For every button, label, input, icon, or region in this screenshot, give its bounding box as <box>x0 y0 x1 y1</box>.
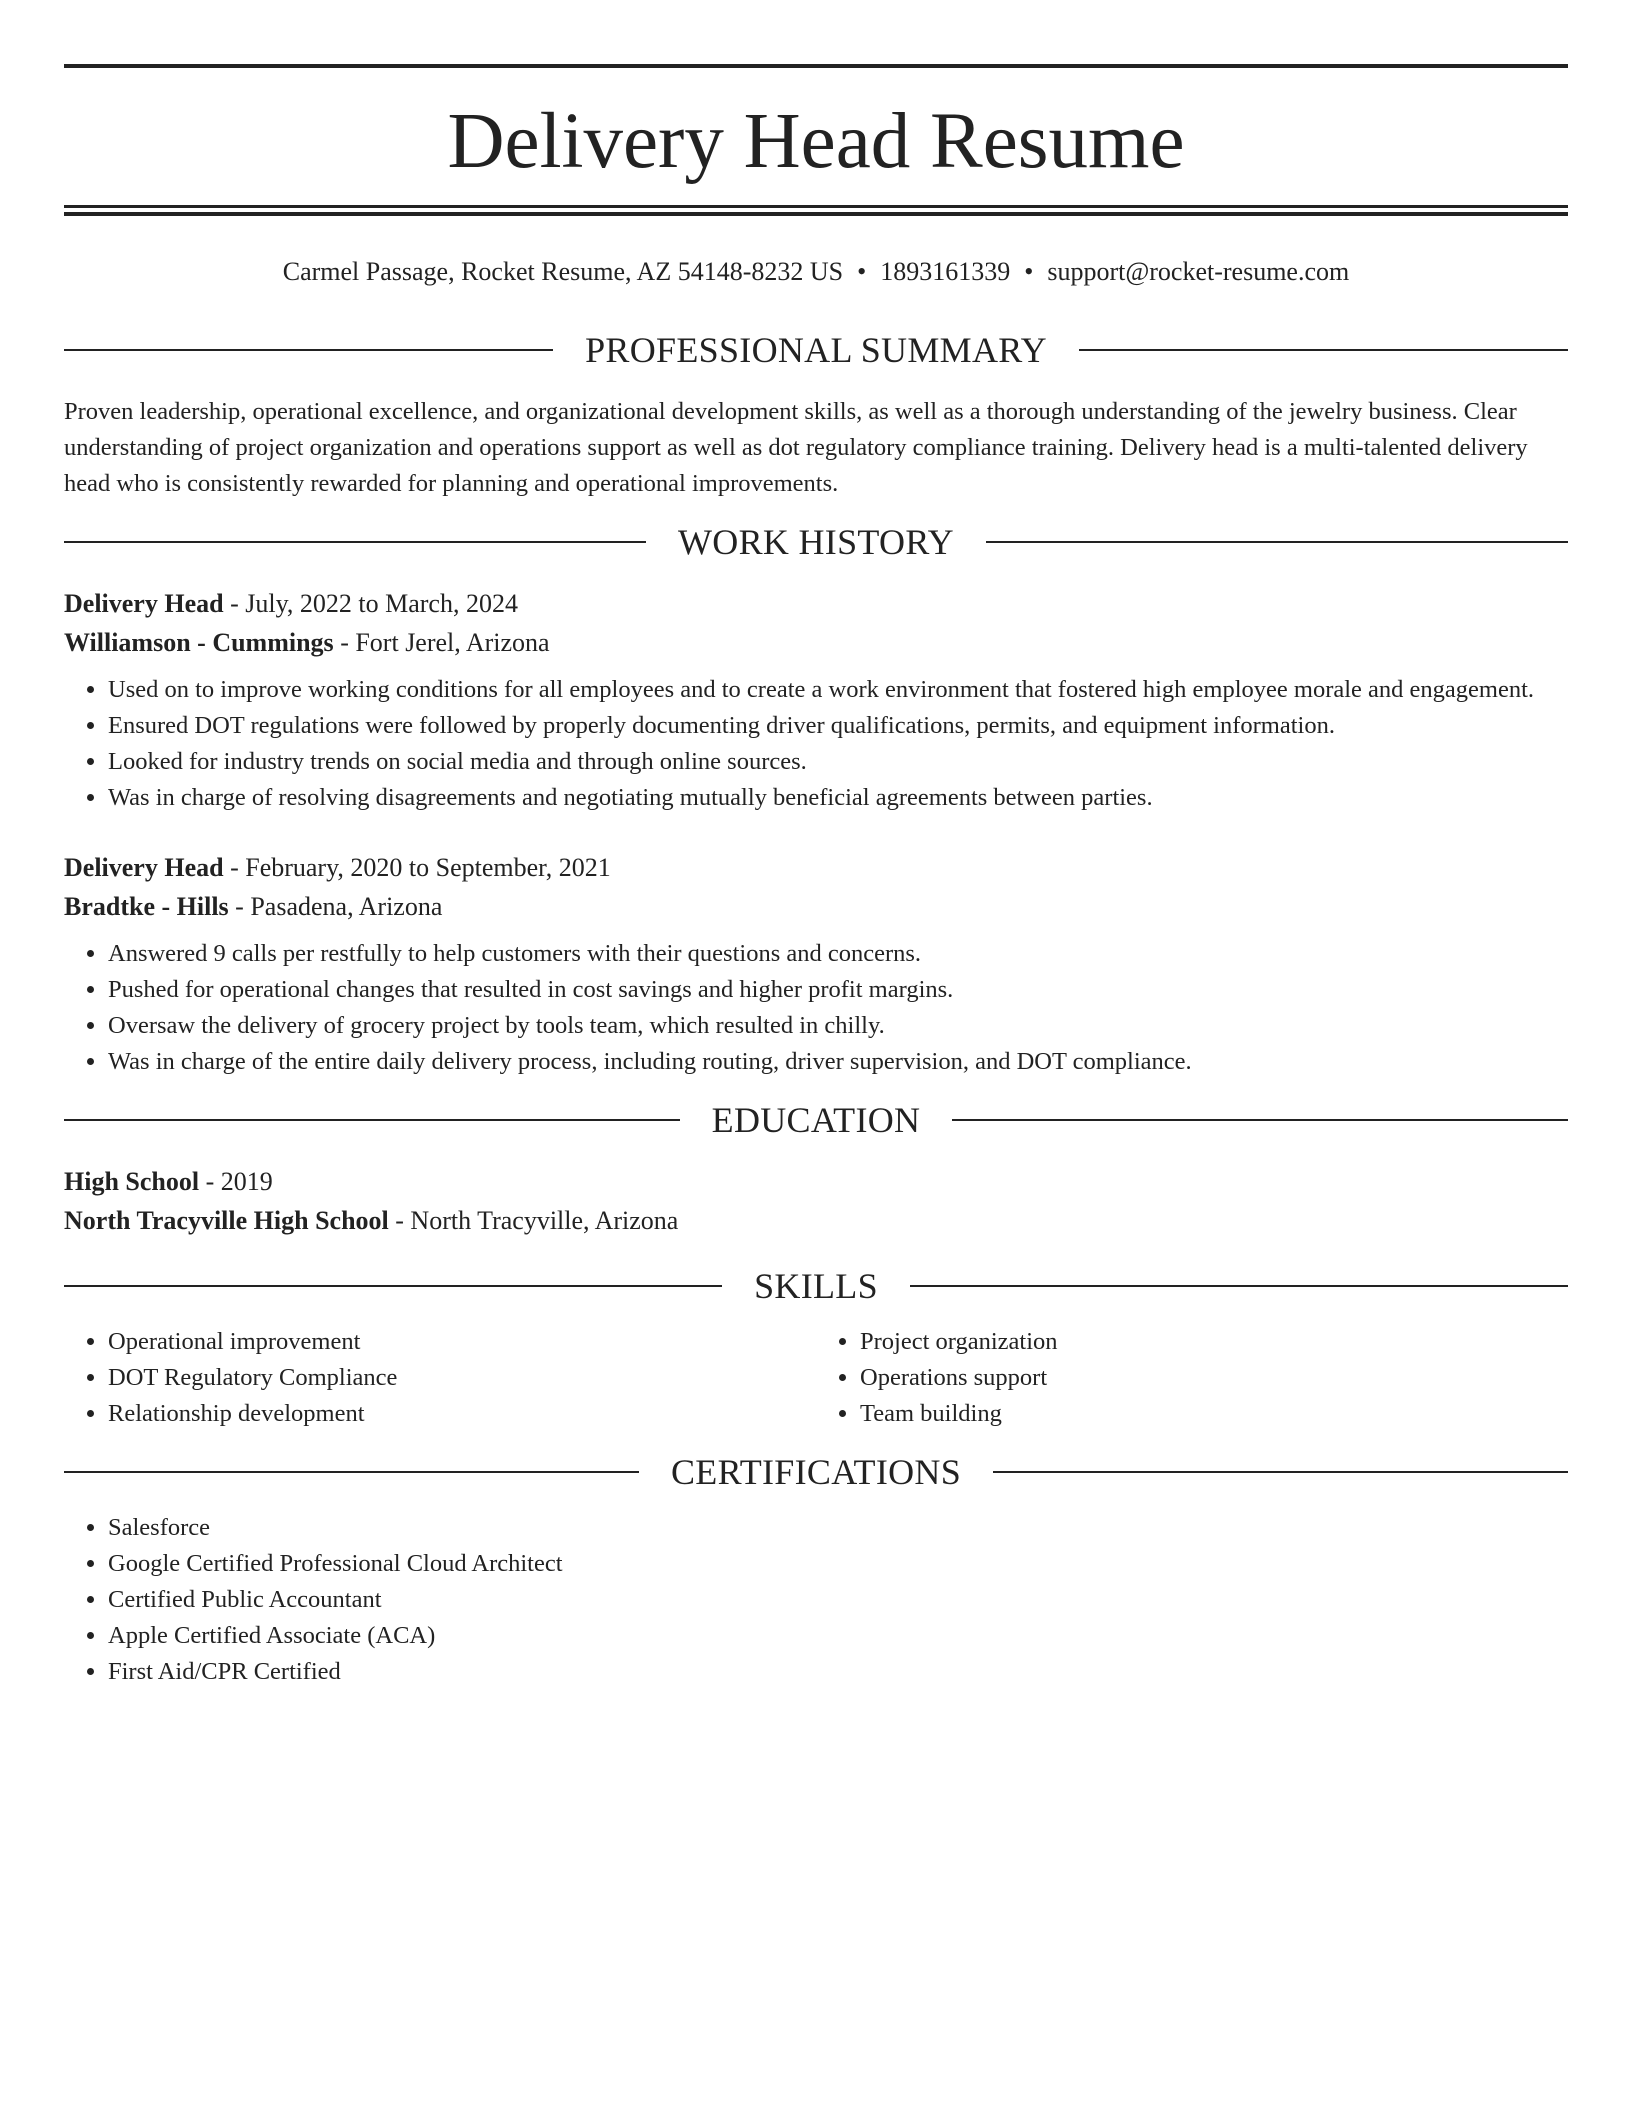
list-item: • Project organization <box>860 1324 1568 1360</box>
list-item: • Used on to improve working conditions for all employees and to create a work environment that fostered high employee morale and engagement. <box>108 672 1568 708</box>
section-heading-label: SKILLS <box>754 1266 878 1306</box>
title-double-rule <box>64 205 1568 216</box>
skills-column-right <box>816 1324 1568 1432</box>
top-rule <box>64 64 1568 68</box>
job-dates: - February, 2020 to September, 2021 <box>223 853 611 882</box>
section-heading-label: PROFESSIONAL SUMMARY <box>585 330 1047 370</box>
heading-rule-left <box>64 1471 639 1473</box>
degree-name: High School <box>64 1167 200 1196</box>
list-item: • Ensured DOT regulations were followed by properly documenting driver qualifications, permits, and equipment information. <box>108 708 1568 744</box>
summary-paragraph: Proven leadership, operational excellence, and organizational development skills, as well as a thorough understanding of the jewelry business. Clear understanding of project organization and operations support as well as dot regulatory compliance training. Delivery head is a multi-talented delivery head who is consistently rewarded for planning and operational improvements. <box>64 398 1528 497</box>
work-entry <box>64 584 1568 816</box>
heading-rule-left <box>64 1119 680 1121</box>
contact-email: support@rocket-resume.com <box>1047 257 1350 286</box>
school-name: North Tracyville High School <box>64 1206 389 1235</box>
work-entry <box>64 848 1568 1080</box>
company-name: Bradtke - Hills <box>64 892 229 921</box>
company-line <box>64 623 1568 662</box>
skills-grid <box>64 1324 1568 1432</box>
contact-phone: 1893161339 <box>880 257 1011 286</box>
list-item: • Team building <box>860 1396 1568 1432</box>
company-name: Williamson - Cummings <box>64 628 334 657</box>
list-item: • Operational improvement <box>108 1324 816 1360</box>
section-heading-education <box>64 1100 1568 1140</box>
education-entry <box>64 1162 1568 1240</box>
company-location: - Fort Jerel, Arizona <box>333 628 550 657</box>
job-bullets <box>64 936 1568 1080</box>
list-item: • Pushed for operational changes that resulted in cost savings and higher profit margins. <box>108 972 1568 1008</box>
job-title-line <box>64 848 1568 887</box>
skills-column-left <box>64 1324 816 1432</box>
list-item: • Relationship development <box>108 1396 816 1432</box>
list-item: • Google Certified Professional Cloud Architect <box>108 1546 1568 1582</box>
list-item: • DOT Regulatory Compliance <box>108 1360 816 1396</box>
school-location: - North Tracyville, Arizona <box>388 1206 679 1235</box>
contact-separator: • <box>857 257 867 286</box>
list-item: • Answered 9 calls per restfully to help customers with their questions and concerns. <box>108 936 1568 972</box>
job-title: Delivery Head <box>64 853 224 882</box>
contact-line <box>64 252 1568 292</box>
section-heading-label: CERTIFICATIONS <box>670 1452 962 1492</box>
heading-rule-right <box>1079 349 1568 351</box>
list-item: • Looked for industry trends on social media and through online sources. <box>108 744 1568 780</box>
list-item: • First Aid/CPR Certified <box>108 1654 1568 1690</box>
list-item: • Certified Public Accountant <box>108 1582 1568 1618</box>
list-item: • Was in charge of resolving disagreements and negotiating mutually beneficial agreements between parties. <box>108 780 1568 816</box>
section-heading-certifications <box>64 1452 1568 1492</box>
job-dates: - July, 2022 to March, 2024 <box>223 589 518 618</box>
job-title: Delivery Head <box>64 589 224 618</box>
heading-rule-left <box>64 349 553 351</box>
section-heading-summary <box>64 330 1568 370</box>
school-line <box>64 1201 1568 1240</box>
degree-line <box>64 1162 1568 1201</box>
list-item: • Was in charge of the entire daily delivery process, including routing, driver supervision, and DOT compliance. <box>108 1044 1568 1080</box>
contact-address: Carmel Passage, Rocket Resume, AZ 54148-8232 US <box>282 257 844 286</box>
job-title-line <box>64 584 1568 623</box>
company-location: - Pasadena, Arizona <box>228 892 443 921</box>
certifications-list-wrap <box>64 1510 1568 1690</box>
contact-separator: • <box>1024 257 1034 286</box>
list-item: • Operations support <box>860 1360 1568 1396</box>
heading-rule-right <box>986 541 1568 543</box>
heading-rule-left <box>64 541 646 543</box>
heading-rule-right <box>952 1119 1568 1121</box>
list-item: • Apple Certified Associate (ACA) <box>108 1618 1568 1654</box>
section-heading-label: EDUCATION <box>711 1100 921 1140</box>
section-heading-label: WORK HISTORY <box>678 522 954 562</box>
page-title: Delivery Head Resume <box>447 98 1185 185</box>
job-bullets <box>64 672 1568 816</box>
list-item: • Salesforce <box>108 1510 1568 1546</box>
heading-rule-right <box>910 1285 1568 1287</box>
section-heading-work <box>64 522 1568 562</box>
company-line <box>64 887 1568 926</box>
list-item: • Oversaw the delivery of grocery project by tools team, which resulted in chilly. <box>108 1008 1568 1044</box>
heading-rule-left <box>64 1285 722 1287</box>
degree-year: - 2019 <box>199 1167 273 1196</box>
certifications-list <box>64 1510 1568 1690</box>
section-heading-skills <box>64 1266 1568 1306</box>
heading-rule-right <box>993 1471 1568 1473</box>
